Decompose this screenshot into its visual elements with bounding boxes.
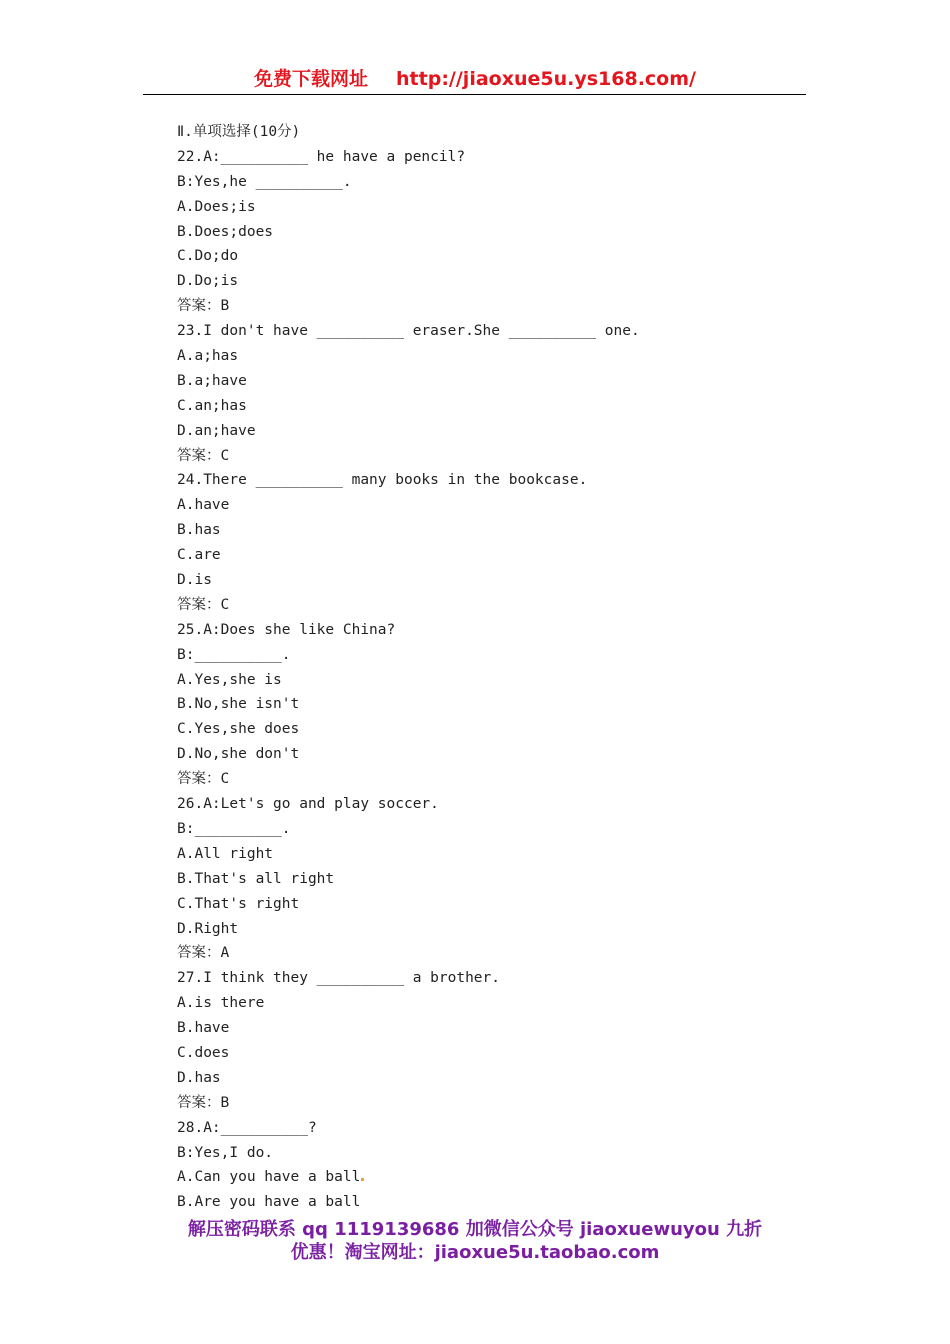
option-b: B.Does;does (177, 223, 274, 240)
option-d: D.has (177, 1069, 221, 1086)
option-b: B.That's all right (177, 870, 335, 887)
page-footer (0, 1218, 950, 1264)
question-list (177, 120, 817, 1215)
question-23: 23.I don't have __________ eraser.She __________ one. (177, 323, 640, 340)
answer-27: 答案：B (177, 1094, 230, 1111)
footer-line-1: 解压密码联系 qq 1119139686 加微信公众号 jiaoxuewuyou 九折 (187, 1219, 763, 1240)
header-label: 免费下载网址 (254, 68, 369, 90)
option-c: C.an;has (177, 397, 247, 414)
option-d: D.Do;is (177, 273, 239, 290)
option-d: D.is (177, 572, 212, 589)
option-b: B.has (177, 522, 221, 539)
question-22-reply: B:Yes,he __________. (177, 173, 352, 190)
cursor-mark-icon (361, 1178, 364, 1181)
option-b: B.No,she isn't (177, 696, 300, 713)
answer-22: 答案：B (177, 298, 230, 315)
page-header (0, 64, 950, 92)
option-a: A.Can you have a ball (177, 1169, 361, 1186)
question-26: 26.A:Let's go and play soccer. (177, 796, 439, 813)
option-d: D.an;have (177, 422, 256, 439)
option-a: A.Yes,she is (177, 671, 282, 688)
option-a-row (177, 1165, 817, 1190)
question-25-reply: B:__________. (177, 646, 291, 663)
option-a: A.All right (177, 845, 274, 862)
question-24: 24.There __________ many books in the bookcase. (177, 472, 588, 489)
footer-line-2: 优惠！淘宝网址：jiaoxue5u.taobao.com (290, 1242, 660, 1263)
option-c: C.Yes,she does (177, 721, 300, 738)
header-divider (143, 94, 806, 95)
question-26-reply: B:__________. (177, 820, 291, 837)
question-27: 27.I think they __________ a brother. (177, 970, 501, 987)
option-c: C.Do;do (177, 248, 239, 265)
question-28: 28.A:__________? (177, 1119, 317, 1136)
option-c: C.are (177, 547, 221, 564)
section-title: Ⅱ.单项选择(10分) (177, 124, 301, 140)
question-25: 25.A:Does she like China? (177, 621, 396, 638)
option-a: A.is there (177, 995, 265, 1012)
option-b: B.Are you have a ball (177, 1194, 361, 1211)
answer-23: 答案：C (177, 447, 230, 464)
option-a: A.have (177, 497, 230, 514)
answer-25: 答案：C (177, 771, 230, 788)
option-c: C.That's right (177, 895, 300, 912)
answer-24: 答案：C (177, 596, 230, 613)
header-url-link[interactable]: http://jiaoxue5u.ys168.com/ (396, 68, 696, 90)
option-d: D.No,she don't (177, 746, 300, 763)
question-22: 22.A:__________ he have a pencil? (177, 148, 466, 165)
answer-26: 答案：A (177, 945, 230, 962)
option-a: A.a;has (177, 348, 239, 365)
option-a: A.Does;is (177, 198, 256, 215)
option-d: D.Right (177, 920, 239, 937)
option-b: B.have (177, 1020, 230, 1037)
option-c: C.does (177, 1044, 230, 1061)
question-28-reply: B:Yes,I do. (177, 1144, 274, 1161)
option-b: B.a;have (177, 372, 247, 389)
